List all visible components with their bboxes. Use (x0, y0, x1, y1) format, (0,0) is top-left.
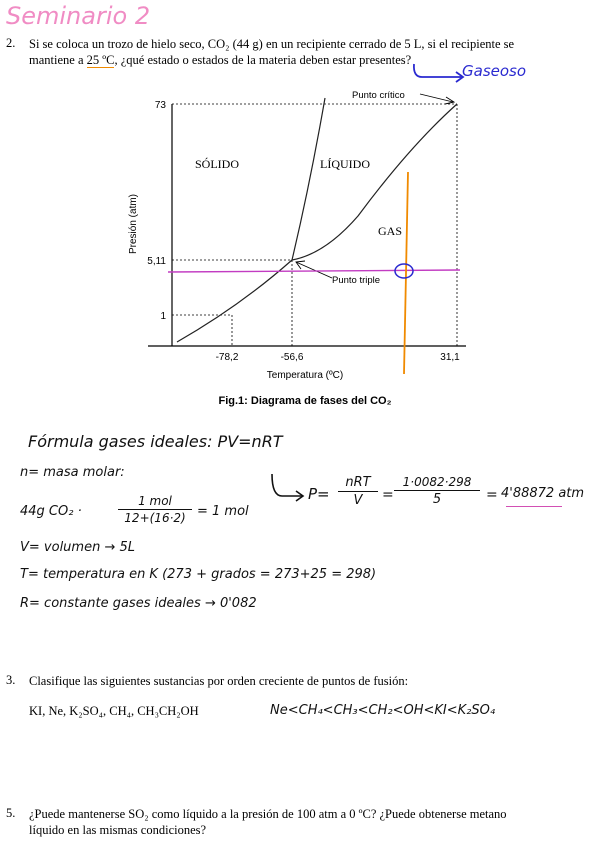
r-definition: R= constante gases ideales → 0'082 (20, 596, 257, 611)
question-5-line-2: líquido en las mismas condiciones? (29, 823, 207, 837)
question-2-number: 2. (6, 36, 16, 50)
guide-lines (172, 104, 457, 346)
equals-2: = (486, 487, 498, 503)
region-liquid: LÍQUIDO (320, 157, 370, 171)
n-frac-numerator: 1 mol (138, 494, 172, 508)
v-definition: V= volumen → 5L (20, 540, 135, 555)
t-definition: T= temperatura en K (273 + grados = 273+25 = 298) (20, 567, 377, 582)
p-result: 4'88872 atm (501, 486, 585, 501)
x-tick-311: 31,1 (440, 352, 460, 363)
question-2-prefix: mantiene a (29, 53, 87, 67)
region-solid: SÓLIDO (195, 157, 239, 171)
formula-line: Fórmula gases ideales: PV=nRT (28, 432, 283, 451)
fusion-curve (292, 98, 325, 260)
y-tick-73: 73 (154, 100, 166, 111)
vaporization-curve (292, 104, 457, 260)
p-result-underline (506, 506, 562, 507)
phase-diagram (120, 84, 490, 410)
y-axis-label: Presión (atm) (128, 193, 139, 255)
answer-arrow-icon (410, 62, 470, 84)
question-2-line-1: Si se coloca un trozo de hielo seco, CO₂ (44 g) en un recipiente cerrado de 5 L, si el recipiente se (29, 37, 515, 51)
critical-point-label: Punto crítico (352, 90, 405, 101)
p-arrow-icon (268, 472, 308, 504)
p-frac2-numerator: 1·0082·298 (402, 475, 472, 489)
question-5-number: 5. (6, 806, 16, 820)
p-fraction-2 (394, 475, 480, 507)
vertical-marker (404, 172, 408, 374)
n-definition: n= masa molar: (20, 465, 125, 480)
p-frac1-denominator: V (353, 493, 363, 508)
triple-point-label: Punto triple (332, 275, 381, 286)
y-tick-511: 5,11 (147, 256, 166, 267)
question-2-answer: Gaseoso (462, 62, 527, 80)
seminar-title: Seminario 2 (6, 2, 151, 30)
question-2-temperature: 25 ºC (86, 53, 115, 67)
n-fraction (118, 494, 192, 525)
question-3-answer: Ne<CH₄<CH₃<CH₂<OH<KI<K₂SO₄ (270, 703, 496, 718)
x-tick-782: -78,2 (215, 352, 239, 363)
p-fraction-1 (338, 475, 378, 508)
horizontal-marker (168, 270, 460, 272)
n-calc-left: 44g CO₂ · (20, 504, 82, 519)
n-result: = 1 mol (197, 504, 249, 519)
n-frac-denominator: 12+(16·2) (124, 511, 186, 525)
figure-caption: Fig.1: Diagrama de fases del CO₂ (218, 395, 392, 407)
x-tick-566: -56,6 (280, 352, 304, 363)
question-5-line-1: ¿Puede mantenerse SO₂ como líquido a la presión de 100 atm a 0 ºC? ¿Puede obtenerse metano (29, 807, 507, 821)
equals-1: = (382, 487, 394, 503)
p-label: P= (308, 485, 330, 503)
question-3-text: Clasifique las siguientes sustancias por orden creciente de puntos de fusión: (29, 674, 409, 688)
question-2-suffix: , ¿qué estado o estados de la materia deben estar presentes? (114, 53, 412, 67)
p-frac2-denominator: 5 (432, 492, 442, 507)
y-tick-1: 1 (160, 311, 166, 322)
question-3-substances: KI, Ne, K₂SO₄, CH₄, CH₃CH₂OH (29, 704, 199, 718)
question-2-line-2 (29, 52, 411, 68)
x-axis-label: Temperatura (ºC) (266, 370, 344, 381)
region-gas: GAS (378, 224, 403, 238)
p-frac1-numerator: nRT (345, 475, 371, 490)
question-3-number: 3. (6, 673, 16, 687)
